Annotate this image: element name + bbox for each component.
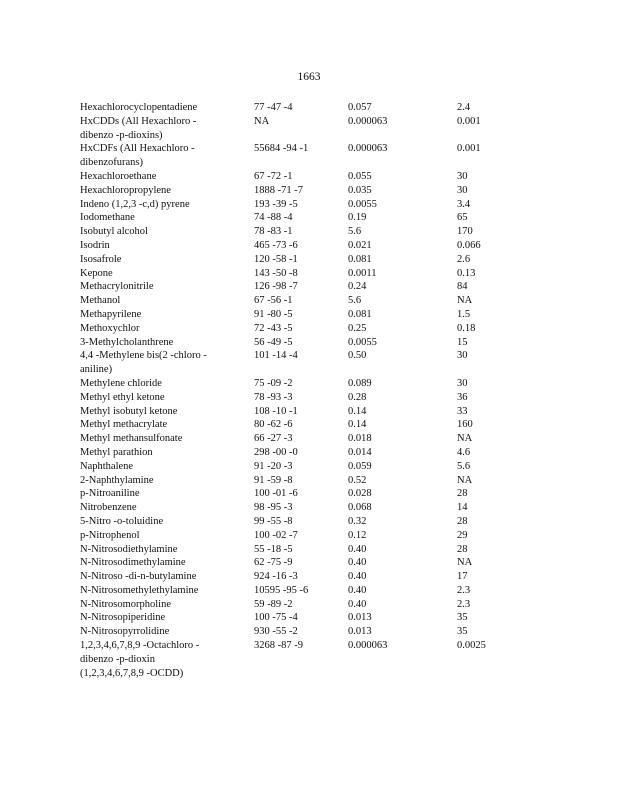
cas-number: 91 -80 -5	[254, 308, 293, 320]
value-column-1: 0.021	[348, 239, 372, 251]
value-column-1: 0.000063	[348, 143, 388, 155]
table-row	[80, 529, 540, 543]
table-row	[80, 253, 540, 267]
value-column-2: NA	[457, 557, 473, 569]
value-column-2: 33	[457, 405, 468, 417]
table-row	[80, 267, 540, 281]
chemical-name: Methyl parathion	[80, 446, 153, 458]
cas-number: 143 -50 -8	[254, 267, 298, 279]
table-row	[80, 556, 540, 570]
chemical-name: Isobutyl alcohol	[80, 226, 148, 238]
cas-number: 930 -55 -2	[254, 626, 298, 638]
page-number: 1663	[297, 71, 321, 83]
chemical-name: 2-Naphthylamine	[80, 474, 154, 486]
value-column-1: 5.6	[348, 226, 362, 238]
value-column-1: 0.014	[348, 446, 372, 458]
cas-number: 72 -43 -5	[254, 322, 293, 334]
value-column-2: 36	[457, 391, 468, 403]
cas-number: 100 -75 -4	[254, 612, 298, 624]
value-column-2: 2.4	[457, 102, 471, 113]
table-row	[80, 446, 540, 460]
value-column-1: 0.000063	[348, 640, 388, 652]
value-column-2: 29	[457, 529, 468, 541]
table-row	[80, 101, 540, 115]
cas-number: 80 -62 -6	[254, 419, 293, 431]
value-column-2: 30	[457, 350, 468, 362]
table-row	[80, 294, 540, 308]
cas-number: 91 -20 -3	[254, 460, 293, 472]
value-column-1: 0.081	[348, 308, 372, 320]
value-column-1: 0.28	[348, 391, 367, 403]
cas-number: 91 -59 -8	[254, 474, 293, 486]
chemical-name: Methyl methansulfonate	[80, 433, 183, 445]
cas-number: 62 -75 -9	[254, 557, 293, 569]
value-column-1: 0.018	[348, 433, 372, 445]
value-column-2: 30	[457, 377, 468, 389]
cas-number: 465 -73 -6	[254, 239, 298, 251]
cas-number: 66 -27 -3	[254, 433, 293, 445]
value-column-1: 0.013	[348, 612, 372, 624]
chemical-name: N-Nitrosopyrrolidine	[80, 626, 170, 638]
value-column-2: 65	[457, 212, 468, 224]
cas-number: 77 -47 -4	[254, 102, 293, 113]
table-row	[80, 239, 540, 253]
value-column-1: 0.19	[348, 212, 367, 224]
value-column-1: 0.14	[348, 405, 367, 417]
table-row	[80, 211, 540, 225]
chemical-name: 3-Methylcholanthrene	[80, 336, 174, 348]
value-column-1: 0.059	[348, 460, 372, 472]
table-row	[80, 308, 540, 322]
chemical-name: Methoxychlor	[80, 322, 140, 334]
cas-number: 100 -02 -7	[254, 529, 298, 541]
value-column-1: 0.40	[348, 571, 367, 583]
table-row	[80, 170, 540, 184]
chemical-name: Methyl methacrylate	[80, 419, 168, 431]
chemical-name: HxCDFs (All Hexachloro - dibenzofurans)	[80, 143, 195, 169]
table-row	[80, 543, 540, 557]
table-row	[80, 460, 540, 474]
chemical-name: Methacrylonitrile	[80, 281, 154, 293]
value-column-2: 14	[457, 502, 468, 514]
chemical-name: Kepone	[80, 267, 113, 279]
chemical-name: 5-Nitro -o-toluidine	[80, 515, 164, 527]
table-row	[80, 474, 540, 488]
value-column-1: 0.12	[348, 529, 367, 541]
table-row	[80, 584, 540, 598]
chemical-name: Hexachloropropylene	[80, 184, 171, 196]
table-row	[80, 391, 540, 405]
value-column-1: 0.40	[348, 598, 367, 610]
value-column-2: 0.066	[457, 239, 481, 251]
value-column-2: 3.4	[457, 198, 471, 210]
value-column-1: 0.25	[348, 322, 367, 334]
value-column-2: NA	[457, 295, 473, 307]
cas-number: 78 -83 -1	[254, 226, 293, 238]
cas-number: 99 -55 -8	[254, 515, 293, 527]
value-column-1: 0.081	[348, 253, 372, 265]
table-row	[80, 570, 540, 584]
cas-number: 56 -49 -5	[254, 336, 293, 348]
chemical-name: 1,2,3,4,6,7,8,9 -Octachloro - dibenzo -p-dioxin (1,2,3,4,6,7,8,9 -OCDD)	[80, 640, 200, 679]
table-row	[80, 377, 540, 391]
cas-number: 1888 -71 -7	[254, 184, 303, 196]
value-column-1: 5.6	[348, 295, 362, 307]
value-column-1: 0.013	[348, 626, 372, 638]
table-row	[80, 322, 540, 336]
chemical-name: Isodrin	[80, 239, 110, 251]
table-row	[80, 280, 540, 294]
value-column-1: 0.40	[348, 543, 367, 555]
chemical-name: Iodomethane	[80, 212, 135, 224]
cas-number: 98 -95 -3	[254, 502, 293, 514]
chemical-name: Nitrobenzene	[80, 502, 137, 514]
value-column-2: 15	[457, 336, 468, 348]
cas-number: 75 -09 -2	[254, 377, 293, 389]
cas-number: 55684 -94 -1	[254, 143, 309, 155]
value-column-2: 2.3	[457, 584, 471, 596]
cas-number: 298 -00 -0	[254, 446, 298, 458]
table-row	[80, 639, 540, 680]
cas-number: 120 -58 -1	[254, 253, 298, 265]
value-column-2: 28	[457, 488, 468, 500]
cas-number: 78 -93 -3	[254, 391, 293, 403]
table-row	[80, 501, 540, 515]
chemical-name: N-Nitrosomorpholine	[80, 598, 171, 610]
value-column-2: 0.18	[457, 322, 476, 334]
value-column-2: NA	[457, 433, 473, 445]
value-column-1: 0.089	[348, 377, 372, 389]
chemical-name: p-Nitrophenol	[80, 529, 140, 541]
chemical-name: Hexachloroethane	[80, 170, 157, 182]
value-column-1: 0.000063	[348, 115, 388, 127]
value-column-1: 0.0055	[348, 198, 377, 210]
value-column-1: 0.028	[348, 488, 372, 500]
chemical-name: N-Nitrosopiperidine	[80, 612, 166, 624]
chemical-name: Methapyrilene	[80, 308, 142, 320]
chemical-name: N-Nitroso -di-n-butylamine	[80, 571, 197, 583]
value-column-2: 170	[457, 226, 473, 238]
chemical-name: Methanol	[80, 295, 121, 307]
chemical-name: p-Nitroaniline	[80, 488, 140, 500]
value-column-1: 0.068	[348, 502, 372, 514]
value-column-1: 0.0011	[348, 267, 377, 279]
value-column-1: 0.40	[348, 557, 367, 569]
cas-number: 108 -10 -1	[254, 405, 298, 417]
value-column-1: 0.0055	[348, 336, 377, 348]
value-column-2: 5.6	[457, 460, 471, 472]
chemical-name: N-Nitrosomethylethylamine	[80, 584, 199, 596]
table-row	[80, 598, 540, 612]
chemical-name: Isosafrole	[80, 253, 122, 265]
table-row	[80, 336, 540, 350]
table-row	[80, 625, 540, 639]
value-column-1: 0.14	[348, 419, 367, 431]
value-column-1: 0.32	[348, 515, 367, 527]
value-column-1: 0.055	[348, 170, 372, 182]
chemical-name: Methylene chloride	[80, 377, 162, 389]
value-column-2: 2.6	[457, 253, 471, 265]
cas-number: 100 -01 -6	[254, 488, 298, 500]
value-column-2: 35	[457, 626, 468, 638]
cas-number: 3268 -87 -9	[254, 640, 303, 652]
table-row	[80, 142, 540, 170]
table-row	[80, 418, 540, 432]
value-column-2: 0.0025	[457, 640, 486, 652]
value-column-1: 0.035	[348, 184, 372, 196]
table-row	[80, 487, 540, 501]
chemical-name: Naphthalene	[80, 460, 134, 472]
value-column-2: 28	[457, 515, 468, 527]
value-column-2: 160	[457, 419, 473, 431]
value-column-1: 0.40	[348, 584, 367, 596]
value-column-2: 1.5	[457, 308, 471, 320]
table-row	[80, 432, 540, 446]
cas-number: 67 -56 -1	[254, 295, 293, 307]
chemical-name: N-Nitrosodiethylamine	[80, 543, 178, 555]
value-column-1: 0.057	[348, 102, 372, 113]
value-column-1: 0.50	[348, 350, 367, 362]
table-row	[80, 184, 540, 198]
cas-number: 55 -18 -5	[254, 543, 293, 555]
cas-number: NA	[254, 115, 270, 127]
value-column-2: 30	[457, 170, 468, 182]
table-row	[80, 115, 540, 143]
table-row	[80, 611, 540, 625]
cas-number: 924 -16 -3	[254, 571, 298, 583]
cas-number: 101 -14 -4	[254, 350, 298, 362]
table-row	[80, 349, 540, 377]
chemical-name: Hexachlorocyclopentadiene	[80, 102, 198, 113]
chemical-name: N-Nitrosodimethylamine	[80, 557, 186, 569]
value-column-2: NA	[457, 474, 473, 486]
table-row	[80, 198, 540, 212]
value-column-1: 0.24	[348, 281, 367, 293]
chemical-name: 4,4 -Methylene bis(2 -chloro - aniline)	[80, 350, 207, 376]
table-row	[80, 515, 540, 529]
table-row	[80, 225, 540, 239]
cas-number: 193 -39 -5	[254, 198, 298, 210]
chemical-table	[80, 101, 540, 680]
value-column-2: 28	[457, 543, 468, 555]
value-column-2: 2.3	[457, 598, 471, 610]
cas-number: 67 -72 -1	[254, 170, 293, 182]
table-row	[80, 405, 540, 419]
value-column-2: 17	[457, 571, 468, 583]
value-column-2: 0.13	[457, 267, 476, 279]
cas-number: 10595 -95 -6	[254, 584, 309, 596]
chemical-name: Indeno (1,2,3 -c,d) pyrene	[80, 198, 190, 210]
value-column-2: 84	[457, 281, 468, 293]
chemical-name: Methyl ethyl ketone	[80, 391, 165, 403]
cas-number: 74 -88 -4	[254, 212, 293, 224]
value-column-2: 4.6	[457, 446, 471, 458]
value-column-2: 30	[457, 184, 468, 196]
cas-number: 59 -89 -2	[254, 598, 293, 610]
value-column-2: 0.001	[457, 115, 481, 127]
value-column-1: 0.52	[348, 474, 367, 486]
chemical-name: Methyl isobutyl ketone	[80, 405, 178, 417]
cas-number: 126 -98 -7	[254, 281, 298, 293]
chemical-name: HxCDDs (All Hexachloro - dibenzo -p-dioxins)	[80, 115, 197, 141]
value-column-2: 35	[457, 612, 468, 624]
value-column-2: 0.001	[457, 143, 481, 155]
